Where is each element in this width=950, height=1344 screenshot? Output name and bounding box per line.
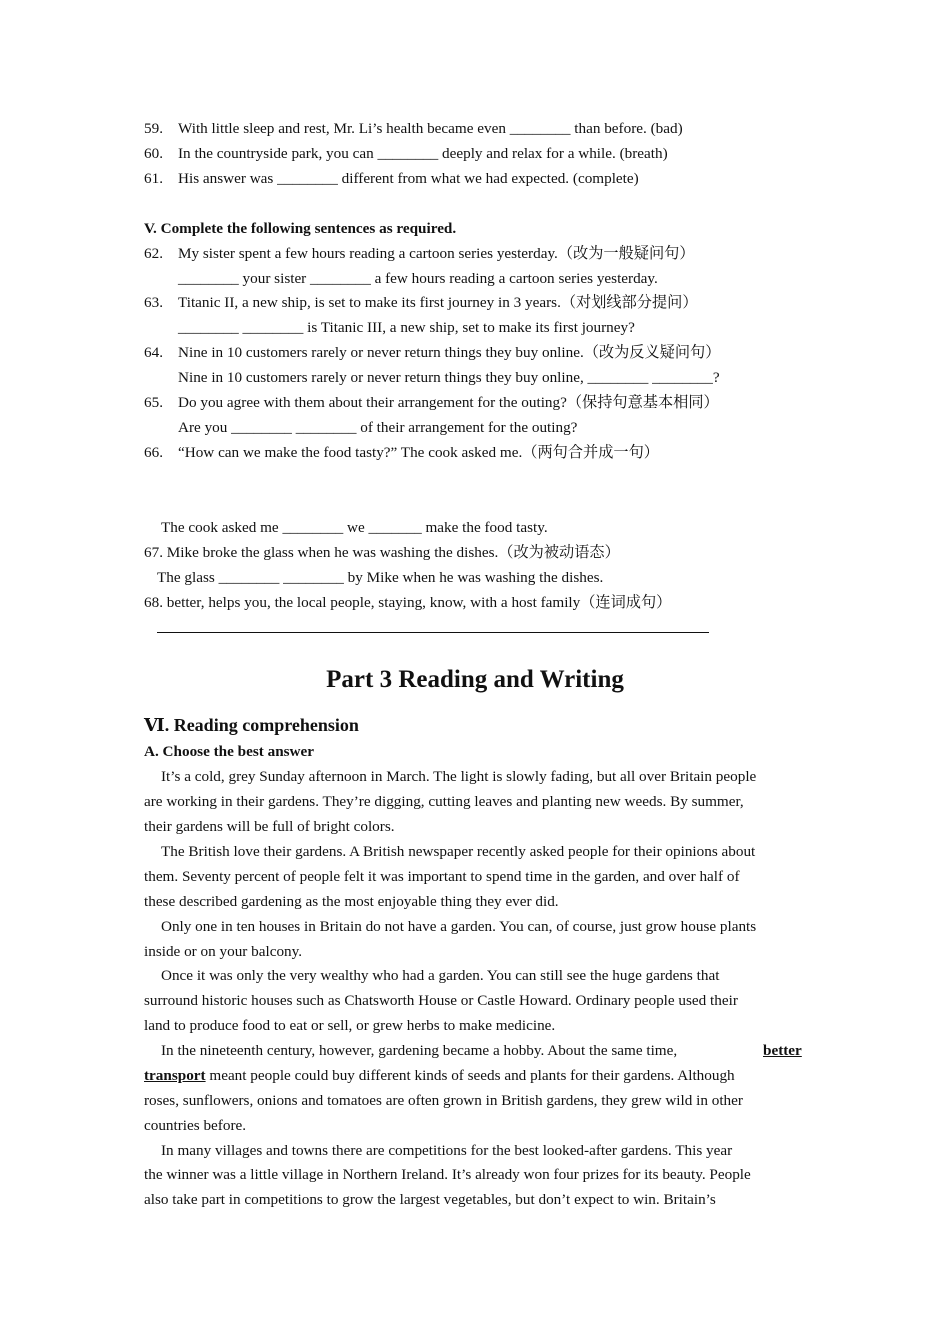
question-67: 67. Mike broke the glass when he was washing the dishes.（改为被动语态） xyxy=(144,544,620,561)
passage-line: the winner was a little village in Northern Ireland. It’s already won four prizes for its beauty. People xyxy=(144,1166,751,1183)
passage-line: countries before. xyxy=(144,1117,247,1134)
passage-line: land to produce food to eat or sell, or grew herbs to make medicine. xyxy=(144,1017,556,1034)
underlined-phrase-better: better xyxy=(763,1042,802,1059)
answer-line-68 xyxy=(157,632,709,633)
passage-line: roses, sunflowers, onions and tomatoes are often grown in British gardens, they grew wild in other xyxy=(144,1092,743,1109)
question-62: 62. My sister spent a few hours reading a cartoon series yesterday.（改为一般疑问句） xyxy=(144,245,695,262)
passage-line: In the nineteenth century, however, gardening became a hobby. About the same time, xyxy=(161,1042,678,1059)
passage-line: Once it was only the very wealthy who had a garden. You can still see the huge gardens that xyxy=(161,967,720,984)
section-v-title: V. Complete the following sentences as required. xyxy=(144,220,457,237)
passage-line: Only one in ten houses in Britain do not have a garden. You can, of course, just grow house plants xyxy=(161,918,757,935)
passage-line: their gardens will be full of bright colors. xyxy=(144,818,395,835)
passage-line: In many villages and towns there are competitions for the best looked-after gardens. This year xyxy=(161,1142,733,1159)
passage-line: The British love their gardens. A British newspaper recently asked people for their opinions about xyxy=(161,843,756,860)
answer-66: The cook asked me ________ we _______ make the food tasty. xyxy=(161,519,548,536)
answer-64: Nine in 10 customers rarely or never return things they buy online, ________ ________? xyxy=(178,369,720,386)
passage-line: these described gardening as the most enjoyable thing they ever did. xyxy=(144,893,559,910)
answer-67: The glass ________ ________ by Mike when he was washing the dishes. xyxy=(157,569,604,586)
question-61: 61. His answer was ________ different from what we had expected. (complete) xyxy=(144,170,639,187)
question-68: 68. better, helps you, the local people, staying, know, with a host family（连词成句） xyxy=(144,594,672,611)
question-63: 63. Titanic II, a new ship, is set to make its first journey in 3 years.（对划线部分提问） xyxy=(144,294,698,311)
answer-63: ________ ________ is Titanic III, a new ship, set to make its first journey? xyxy=(178,319,635,336)
answer-62: ________ your sister ________ a few hours reading a cartoon series yesterday. xyxy=(178,270,658,287)
passage-line: are working in their gardens. They’re digging, cutting leaves and planting new weeds. By summer, xyxy=(144,793,744,810)
question-64: 64. Nine in 10 customers rarely or never return things they buy online.（改为反义疑问句） xyxy=(144,344,721,361)
section-vi-title: Ⅵ. Reading comprehension xyxy=(144,715,359,735)
passage-line: inside or on your balcony. xyxy=(144,943,303,960)
question-65: 65. Do you agree with them about their arrangement for the outing?（保持句意基本相同） xyxy=(144,394,719,411)
passage-line: transport meant people could buy different kinds of seeds and plants for their gardens. Although xyxy=(144,1067,735,1084)
subsection-a-title: A. Choose the best answer xyxy=(144,743,315,760)
question-60: 60. In the countryside park, you can ________ deeply and relax for a while. (breath) xyxy=(144,145,668,162)
passage-line: surround historic houses such as Chatsworth House or Castle Howard. Ordinary people used their xyxy=(144,992,738,1009)
part-3-title: Part 3 Reading and Writing xyxy=(326,666,624,693)
question-66: 66. “How can we make the food tasty?” The cook asked me.（两句合并成一句） xyxy=(144,444,659,461)
passage-line: also take part in competitions to grow the largest vegetables, but don’t expect to win. Britain’s xyxy=(144,1191,716,1208)
passage-line: them. Seventy percent of people felt it was important to spend time in the garden, and over half of xyxy=(144,868,740,885)
passage-line: It’s a cold, grey Sunday afternoon in March. The light is slowly fading, but all over Britain people xyxy=(161,768,757,785)
question-59: 59. With little sleep and rest, Mr. Li’s health became even ________ than before. (bad) xyxy=(144,120,683,137)
underlined-phrase-transport: transport xyxy=(144,1067,206,1084)
answer-65: Are you ________ ________ of their arrangement for the outing? xyxy=(178,419,578,436)
